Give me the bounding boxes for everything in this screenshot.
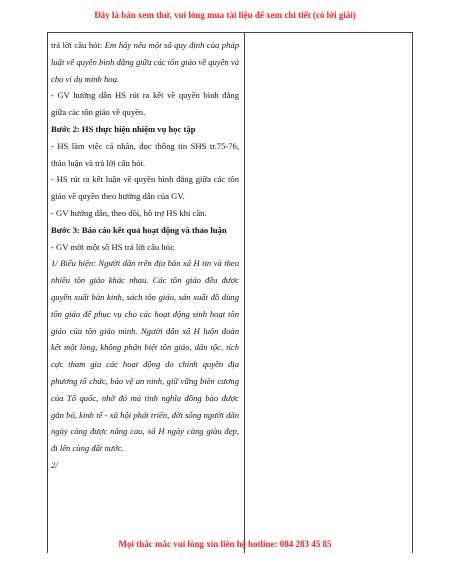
preview-notice-banner: Đây là bản xem thử, vui lòng mua tài liệu để xem chi tiết (có lời giải)	[94, 10, 356, 20]
lesson-table	[47, 32, 413, 553]
question-prefix: trả lời câu hỏi:	[51, 40, 105, 50]
step2-item-2: - HS rút ra kết luận về quyền bình đẳng giữa các tôn giáo về quyền theo hướng dẫn của GV.	[51, 174, 239, 202]
step3-item-1: - GV mời một số HS trả lời câu hỏi:	[51, 241, 175, 252]
answer-1-text: 1/ Biểu hiện: Người dân trên địa bàn xã H tin và theo nhiều tôn giáo khác nhau. Các tôn giáo đều được quyền xuất bản kinh, sách tôn giáo, sản xuất đồ dùng tôn giáo để phục vụ cho các hoạt động sinh hoạt tôn giáo của tôn giáo mình. Người dân xã H luôn đoàn kết một lòng, không phân biệt tôn giáo, dân tộc, tích cực tham gia các hoạt động do chính quyền địa phương tổ chức, bảo vệ an ninh, giữ vững biên cương của Tổ quốc, nhờ đó mà tình nghĩa đồng bào được gắn bó, kinh tế - xã hội phát triển, đời sống người dân ngày càng được nâng cao, xã H ngày càng giàu đẹp, đi lên cùng đất nước.	[51, 258, 239, 454]
question-text: Em hãy nêu một số quy định của pháp luật về quyền bình đẳng giữa các tôn giáo về quyền và cho ví dụ minh hoạ.	[51, 40, 239, 84]
answer-2-marker: 2/	[51, 459, 58, 470]
step2-item-3: - GV hướng dẫn, theo dõi, hỗ trợ HS khi cần.	[51, 207, 207, 218]
step3-heading: Bước 3: Báo cáo kết quả hoạt động và thảo luận	[51, 224, 227, 235]
column-divider	[244, 33, 245, 553]
step2-heading: Bước 2: HS thực hiện nhiệm vụ học tập	[51, 123, 196, 134]
hotline-contact-banner: Mọi thắc mắc vui lòng xin liên hệ hotline: 084 283 45 85	[118, 539, 332, 549]
gv-summary-text: - GV hướng dẫn HS rút ra kết về quyền bình đẳng giữa các tôn giáo về quyền.	[51, 90, 239, 118]
task-question-paragraph	[51, 37, 239, 87]
step2-item-1: - HS làm việc cá nhân, đọc thông tin SHS tr.75-76, thảo luận và trả lời câu hỏi.	[51, 140, 239, 168]
activity-cell	[51, 37, 239, 474]
